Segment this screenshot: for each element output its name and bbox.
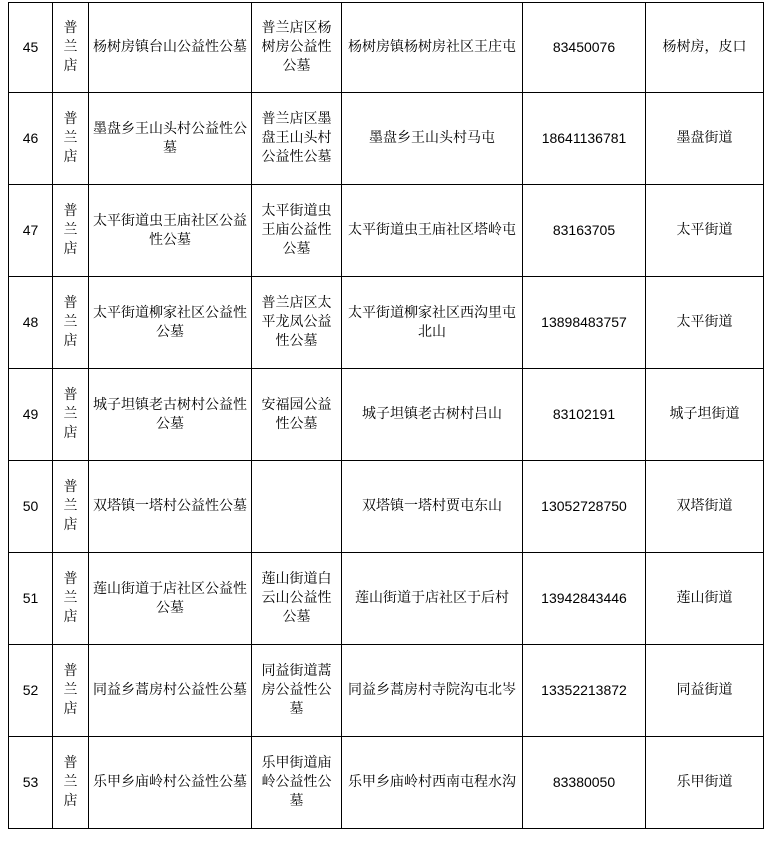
phone-cell: 13352213872: [523, 645, 646, 737]
cemetery-name-cell: 双塔镇一塔村公益性公墓: [89, 461, 252, 553]
county-cell: 普兰店: [53, 3, 89, 93]
cemetery-name-cell: 杨树房镇台山公益性公墓: [89, 3, 252, 93]
row-number: 50: [9, 461, 53, 553]
county-cell: 普兰店: [53, 369, 89, 461]
address-cell: 城子坦镇老古树村吕山: [342, 369, 523, 461]
address-cell: 杨树房镇杨树房社区王庄屯: [342, 3, 523, 93]
service-area-cell: 太平街道: [646, 185, 764, 277]
table-row: [9, 277, 764, 369]
operator-cell: 普兰店区太平龙凤公益性公墓: [252, 277, 342, 369]
row-number: 53: [9, 737, 53, 829]
row-number: 51: [9, 553, 53, 645]
county-cell: 普兰店: [53, 461, 89, 553]
phone-cell: 13898483757: [523, 277, 646, 369]
table-row: [9, 93, 764, 185]
county-cell: 普兰店: [53, 277, 89, 369]
phone-cell: 83380050: [523, 737, 646, 829]
row-number: 49: [9, 369, 53, 461]
table-row: [9, 553, 764, 645]
service-area-cell: 杨树房，皮口: [646, 3, 764, 93]
cemetery-name-cell: 太平街道柳家社区公益性公墓: [89, 277, 252, 369]
cemetery-name-cell: 莲山街道于店社区公益性公墓: [89, 553, 252, 645]
phone-cell: 83102191: [523, 369, 646, 461]
cemetery-name-cell: 同益乡蒿房村公益性公墓: [89, 645, 252, 737]
service-area-cell: 同益街道: [646, 645, 764, 737]
address-cell: 太平街道虫王庙社区塔岭屯: [342, 185, 523, 277]
cemetery-name-cell: 乐甲乡庙岭村公益性公墓: [89, 737, 252, 829]
row-number: 46: [9, 93, 53, 185]
operator-cell: 莲山街道白云山公益性公墓: [252, 553, 342, 645]
county-cell: 普兰店: [53, 645, 89, 737]
address-cell: 莲山街道于店社区于后村: [342, 553, 523, 645]
row-number: 47: [9, 185, 53, 277]
table-row: [9, 461, 764, 553]
phone-cell: 83163705: [523, 185, 646, 277]
service-area-cell: 莲山街道: [646, 553, 764, 645]
address-cell: 双塔镇一塔村贾屯东山: [342, 461, 523, 553]
address-cell: 墨盘乡王山头村马屯: [342, 93, 523, 185]
county-cell: 普兰店: [53, 185, 89, 277]
address-cell: 乐甲乡庙岭村西南屯程水沟: [342, 737, 523, 829]
cemetery-name-cell: 太平街道虫王庙社区公益性公墓: [89, 185, 252, 277]
cemetery-table: [8, 2, 764, 829]
cemetery-name-cell: 墨盘乡王山头村公益性公墓: [89, 93, 252, 185]
table-row: [9, 3, 764, 93]
table-row: [9, 645, 764, 737]
row-number: 52: [9, 645, 53, 737]
service-area-cell: 乐甲街道: [646, 737, 764, 829]
operator-cell: 安福园公益性公墓: [252, 369, 342, 461]
county-cell: 普兰店: [53, 553, 89, 645]
row-number: 48: [9, 277, 53, 369]
operator-cell: 乐甲街道庙岭公益性公墓: [252, 737, 342, 829]
table-row: [9, 737, 764, 829]
service-area-cell: 双塔街道: [646, 461, 764, 553]
phone-cell: 13942843446: [523, 553, 646, 645]
table-row: [9, 185, 764, 277]
service-area-cell: 墨盘街道: [646, 93, 764, 185]
phone-cell: 13052728750: [523, 461, 646, 553]
cemetery-name-cell: 城子坦镇老古树村公益性公墓: [89, 369, 252, 461]
operator-cell: 普兰店区杨树房公益性公墓: [252, 3, 342, 93]
service-area-cell: 城子坦街道: [646, 369, 764, 461]
county-cell: 普兰店: [53, 737, 89, 829]
table-row: [9, 369, 764, 461]
service-area-cell: 太平街道: [646, 277, 764, 369]
operator-cell: 普兰店区墨盘王山头村公益性公墓: [252, 93, 342, 185]
address-cell: 同益乡蒿房村寺院沟屯北岑: [342, 645, 523, 737]
phone-cell: 83450076: [523, 3, 646, 93]
operator-cell: 同益街道蒿房公益性公墓: [252, 645, 342, 737]
row-number: 45: [9, 3, 53, 93]
operator-cell: 太平街道虫王庙公益性公墓: [252, 185, 342, 277]
operator-cell: [252, 461, 342, 553]
county-cell: 普兰店: [53, 93, 89, 185]
phone-cell: 18641136781: [523, 93, 646, 185]
address-cell: 太平街道柳家社区西沟里屯北山: [342, 277, 523, 369]
